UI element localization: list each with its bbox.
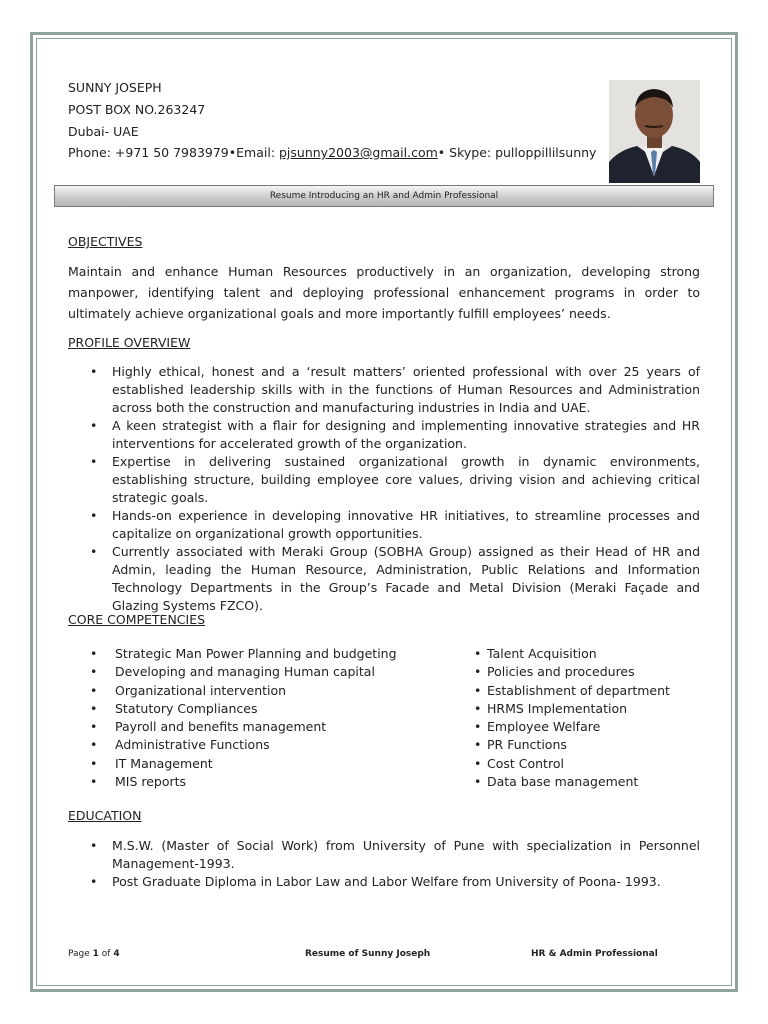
bullet-icon: • [474,646,482,661]
list-item: • A keen strategist with a flair for designing and implementing innovative strategies and HR interventions for accelerated growth of the organization. [90,418,700,451]
profile-photo [609,80,700,183]
list-item: • HRMS Implementation [474,700,670,718]
list-item: • Establishment of department [474,682,670,700]
bullet-icon: • [474,682,482,698]
list-item: • Organizational intervention [68,682,397,700]
list-item: • Hands-on experience in developing innovative HR initiatives, to streamline processes and capitalize on organizational growth opportunities. [90,508,700,541]
bullet-icon: • [90,454,98,469]
profile-overview-list [68,363,700,615]
list-item: • Currently associated with Meraki Group (SOBHA Group) assigned as their Head of HR and Admin, leading the Human Resource, Administration, Public Relations and Information Technology Departments in the Group’s Facade and Metal Division (Meraki Façade and Glazing Systems FZCO). [90,544,700,613]
list-item: • M.S.W. (Master of Social Work) from University of Pune with specialization in Personnel Management-1993. [90,838,700,871]
candidate-name: SUNNY JOSEPH [68,80,162,95]
competencies-right-list [474,645,670,791]
list-item: • PR Functions [474,736,670,754]
list-item: • Data base management [474,773,670,791]
bullet-icon: • [90,544,98,559]
phone-text: Phone: +971 50 7983979•Email: [68,145,279,160]
education-list [68,837,700,891]
footer-role: HR & Admin Professional [531,949,658,959]
list-item: • Administrative Functions [68,736,397,754]
bullet-icon: • [90,508,98,523]
bullet-icon: • [90,364,98,379]
bullet-icon: • [474,774,482,790]
footer-page-number: Page 1 of 4 [68,949,120,959]
bullet-icon: • [90,646,98,661]
bullet-icon: • [474,700,482,716]
list-item: • Highly ethical, honest and a ‘result matters’ oriented professional with over 25 years of established leadership skills with in the functions of Human Resources and Administration across both the construction and manufacturing industries in India and UAE. [90,364,700,415]
list-item: • Payroll and benefits management [68,718,397,736]
list-item: • Strategic Man Power Planning and budgeting [68,645,397,663]
bullet-icon: • [90,838,98,853]
bullet-icon: • [90,664,98,680]
footer-title: Resume of Sunny Joseph [305,949,431,959]
contact-details [68,145,596,161]
bullet-icon: • [90,755,98,771]
email-link[interactable]: pjsunny2003@gmail.com [279,145,438,160]
education-heading: EDUCATION [68,808,142,823]
list-item: • Expertise in delivering sustained organizational growth in dynamic environments, establishing structure, building employee core values, driving vision and achieving critical strategic goals. [90,454,700,505]
bullet-icon: • [90,682,98,698]
bullet-icon: • [90,774,98,790]
list-item: • MIS reports [68,773,397,791]
list-item: • IT Management [68,755,397,773]
bullet-icon: • [90,719,98,735]
skype-text: • Skype: pulloppillilsunny [437,145,597,160]
bullet-icon: • [474,664,482,680]
list-item: • Developing and managing Human capital [68,663,397,681]
bullet-icon: • [474,755,482,771]
bullet-icon: • [474,737,482,753]
list-item: • Talent Acquisition [474,645,670,663]
resume-banner: Resume Introducing an HR and Admin Professional [54,185,714,207]
bullet-icon: • [474,719,482,735]
core-competencies-heading: CORE COMPETENCIES [68,612,206,627]
competencies-left-list [68,645,397,791]
list-item: • Post Graduate Diploma in Labor Law and Labor Welfare from University of Poona- 1993. [90,874,661,889]
objectives-text: Maintain and enhance Human Resources productively in an organization, developing strong manpower, identifying talent and deploying professional enhancement programs in order to ultimately achieve organizational goals and more importantly fulfill employees’ needs. [68,264,700,321]
objectives-heading: OBJECTIVES [68,234,143,249]
profile-overview-heading: PROFILE OVERVIEW [68,335,191,350]
list-item: • Employee Welfare [474,718,670,736]
list-item: • Cost Control [474,755,670,773]
bullet-icon: • [90,418,98,433]
bullet-icon: • [90,700,98,716]
list-item: • Policies and procedures [474,663,670,681]
list-item: • Statutory Compliances [68,700,397,718]
bullet-icon: • [90,874,98,889]
address-line: POST BOX NO.263247 [68,102,206,117]
bullet-icon: • [90,737,98,753]
city-line: Dubai- UAE [68,124,139,139]
